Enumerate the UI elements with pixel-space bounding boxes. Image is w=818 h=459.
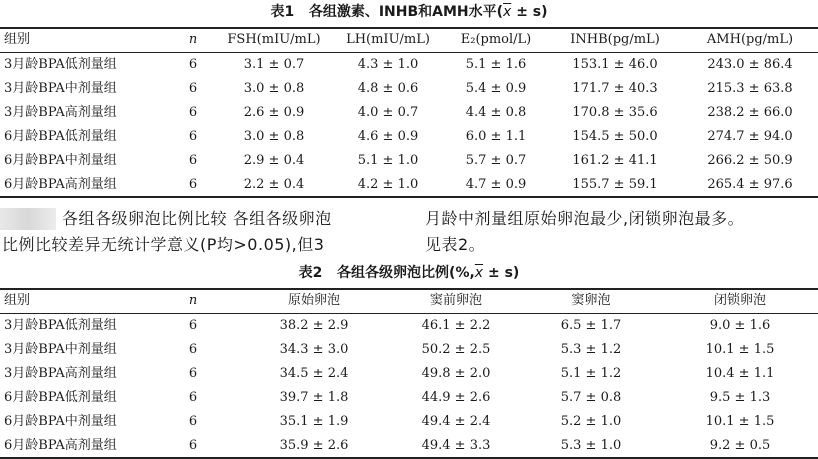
table2-row-1-cell-4: 5.3 ± 1.2: [560, 342, 622, 357]
table1-row-4-cell-4: 5.7 ± 0.7: [465, 153, 527, 168]
table1-row-4-cell-5: 161.2 ± 41.1: [572, 153, 658, 168]
table2-title: 各组各级卵泡比例(%,: [337, 265, 475, 281]
table2-row-2-cell-1: 6: [188, 366, 198, 381]
table1-row-2-cell-2: 2.6 ± 0.9: [243, 105, 305, 120]
table2-row-5-cell-3: 49.4 ± 3.3: [421, 438, 491, 453]
table2-row-2-cell-2: 34.5 ± 2.4: [279, 366, 349, 381]
table2-caption: [0, 265, 818, 281]
table1-row-5-cell-2: 2.2 ± 0.4: [243, 177, 305, 192]
table1-row-4-cell-2: 2.9 ± 0.4: [243, 153, 305, 168]
table1-row-3-cell-6: 274.7 ± 94.0: [707, 129, 793, 144]
table2-row-0-cell-5: 9.0 ± 1.6: [709, 318, 771, 333]
table2-row-2-cell-4: 5.1 ± 1.2: [560, 366, 622, 381]
table1-row-0-cell-0: 3月龄BPA低剂量组: [4, 57, 117, 72]
table1-top-rule: [0, 27, 818, 29]
table1-row-2-cell-5: 170.8 ± 35.6: [572, 105, 658, 120]
table2-row-5-cell-4: 5.3 ± 1.0: [560, 438, 622, 453]
table2-xbar: $\overline{x}$: [474, 265, 484, 281]
table1-row-2-cell-4: 4.4 ± 0.8: [465, 105, 527, 120]
table1-row-3-cell-0: 6月龄BPA低剂量组: [4, 129, 117, 144]
table2-row-1-cell-0: 3月龄BPA中剂量组: [4, 342, 117, 357]
table2-row-2-cell-3: 49.8 ± 2.0: [421, 366, 491, 381]
table1-row-0-cell-1: 6: [188, 57, 198, 72]
table2-row-2-cell-0: 3月龄BPA高剂量组: [4, 366, 117, 381]
table2-row-4-cell-1: 6: [188, 414, 198, 429]
table1-header-5: INHB(pg/mL): [570, 32, 660, 47]
table2-row-2-cell-5: 10.4 ± 1.1: [705, 366, 775, 381]
table2-row-1-cell-5: 10.1 ± 1.5: [705, 342, 775, 357]
table1-header-rule: [0, 52, 818, 53]
table2-row-4-cell-3: 49.4 ± 2.4: [421, 414, 491, 429]
table1-row-3-cell-4: 6.0 ± 1.1: [465, 129, 527, 144]
table2-row-0-cell-3: 46.1 ± 2.2: [421, 318, 491, 333]
table1-row-1-cell-6: 215.3 ± 63.8: [707, 81, 793, 96]
table1-header-6: AMH(pg/mL): [706, 32, 794, 47]
redacted-section-number: [0, 208, 56, 230]
table1-row-5-cell-6: 265.4 ± 97.6: [707, 177, 793, 192]
table2-row-3-cell-0: 6月龄BPA低剂量组: [4, 390, 117, 405]
table1-row-3-cell-3: 4.6 ± 0.9: [357, 129, 419, 144]
table1-row-4-cell-0: 6月龄BPA中剂量组: [4, 153, 117, 168]
table2-header-0: 组别: [4, 293, 31, 308]
table1-row-5-cell-0: 6月龄BPA高剂量组: [4, 177, 117, 192]
table2-header-1: n: [188, 293, 198, 308]
paragraph-left-line1: 各组各级卵泡比例比较 各组各级卵泡: [62, 209, 332, 228]
table2-header-4: 窦卵泡: [571, 293, 611, 308]
table1-header-0: 组别: [4, 32, 31, 47]
table1-row-1-cell-4: 5.4 ± 0.9: [465, 81, 527, 96]
table2-row-3-cell-5: 9.5 ± 1.3: [709, 390, 771, 405]
table2-row-0-cell-2: 38.2 ± 2.9: [279, 318, 349, 333]
table1-row-4-cell-6: 266.2 ± 50.9: [707, 153, 793, 168]
table2-row-1-cell-3: 50.2 ± 2.5: [421, 342, 491, 357]
table1-title-suffix: ± s): [511, 4, 548, 20]
table2-header-5: 闭锁卵泡: [713, 293, 766, 308]
table2-bottom-rule: [0, 457, 818, 459]
table1-title: 各组激素、INHB和AMH水平(: [308, 4, 504, 20]
table1-row-1-cell-2: 3.0 ± 0.8: [243, 81, 305, 96]
table1-header-4: E₂(pmol/L): [460, 32, 532, 47]
table1-header-3: LH(mIU/mL): [346, 32, 430, 47]
table1-row-1-cell-0: 3月龄BPA中剂量组: [4, 81, 117, 96]
table1-caption: [0, 4, 818, 20]
table2-row-0-cell-1: 6: [188, 318, 198, 333]
table1-row-2-cell-3: 4.0 ± 0.7: [357, 105, 419, 120]
table2-row-4-cell-5: 10.1 ± 1.5: [705, 414, 775, 429]
table1-row-0-cell-3: 4.3 ± 1.0: [357, 57, 419, 72]
table1-header-2: FSH(mIU/mL): [227, 32, 321, 47]
table2-row-4-cell-4: 5.2 ± 1.0: [560, 414, 622, 429]
table1-row-1-cell-3: 4.8 ± 0.6: [357, 81, 419, 96]
table2-row-0-cell-4: 6.5 ± 1.7: [560, 318, 622, 333]
table1-row-2-cell-6: 238.2 ± 66.0: [707, 105, 793, 120]
table2-number: 表2: [298, 265, 323, 281]
table2-header-3: 窦前卵泡: [429, 293, 482, 308]
table1-row-3-cell-2: 3.0 ± 0.8: [243, 129, 305, 144]
table2-row-3-cell-1: 6: [188, 390, 198, 405]
table1-row-0-cell-5: 153.1 ± 46.0: [572, 57, 658, 72]
table1-row-0-cell-2: 3.1 ± 0.7: [243, 57, 305, 72]
table2-row-5-cell-1: 6: [188, 438, 198, 453]
table2-title-suffix: ± s): [483, 265, 520, 281]
table1-row-5-cell-1: 6: [188, 177, 198, 192]
table2-row-3-cell-2: 39.7 ± 1.8: [279, 390, 349, 405]
table1-row-5-cell-3: 4.2 ± 1.0: [357, 177, 419, 192]
table2-row-5-cell-2: 35.9 ± 2.6: [279, 438, 349, 453]
table2-row-1-cell-1: 6: [188, 342, 198, 357]
table1-row-1-cell-1: 6: [188, 81, 198, 96]
table1-row-1-cell-5: 171.7 ± 40.3: [572, 81, 658, 96]
table1-header-1: n: [188, 32, 198, 47]
table1-row-2-cell-0: 3月龄BPA高剂量组: [4, 105, 117, 120]
paragraph-right-line1: 月龄中剂量组原始卵泡最少,闭锁卵泡最多。: [425, 209, 745, 228]
table1-row-0-cell-6: 243.0 ± 86.4: [707, 57, 793, 72]
table2-row-4-cell-2: 35.1 ± 1.9: [279, 414, 349, 429]
table1-row-2-cell-1: 6: [188, 105, 198, 120]
table1-row-0-cell-4: 5.1 ± 1.6: [465, 57, 527, 72]
table1-bottom-rule: [0, 196, 818, 198]
table2-row-4-cell-0: 6月龄BPA中剂量组: [4, 414, 117, 429]
table2-header-2: 原始卵泡: [287, 293, 340, 308]
table2-row-1-cell-2: 34.3 ± 3.0: [279, 342, 349, 357]
table2-row-0-cell-0: 3月龄BPA低剂量组: [4, 318, 117, 333]
paragraph-right-line2: 见表2。: [425, 235, 486, 254]
table1-row-4-cell-3: 5.1 ± 1.0: [357, 153, 419, 168]
table2-row-5-cell-0: 6月龄BPA高剂量组: [4, 438, 117, 453]
table2-row-3-cell-4: 5.7 ± 0.8: [560, 390, 622, 405]
table2-header-rule: [0, 313, 818, 314]
table1-number: 表1: [270, 4, 295, 20]
table1-row-5-cell-4: 4.7 ± 0.9: [465, 177, 527, 192]
table2-row-5-cell-5: 9.2 ± 0.5: [709, 438, 771, 453]
table1-row-5-cell-5: 155.7 ± 59.1: [572, 177, 658, 192]
table1-row-3-cell-5: 154.5 ± 50.0: [572, 129, 658, 144]
table1-row-3-cell-1: 6: [188, 129, 198, 144]
table1-xbar: $\overline{x}$: [503, 4, 512, 20]
table2-row-3-cell-3: 44.9 ± 2.6: [421, 390, 491, 405]
table1-row-4-cell-1: 6: [188, 153, 198, 168]
paragraph-left-line2: 比例比较差异无统计学意义(P均>0.05),但3: [2, 235, 325, 254]
table2-top-rule: [0, 288, 818, 290]
